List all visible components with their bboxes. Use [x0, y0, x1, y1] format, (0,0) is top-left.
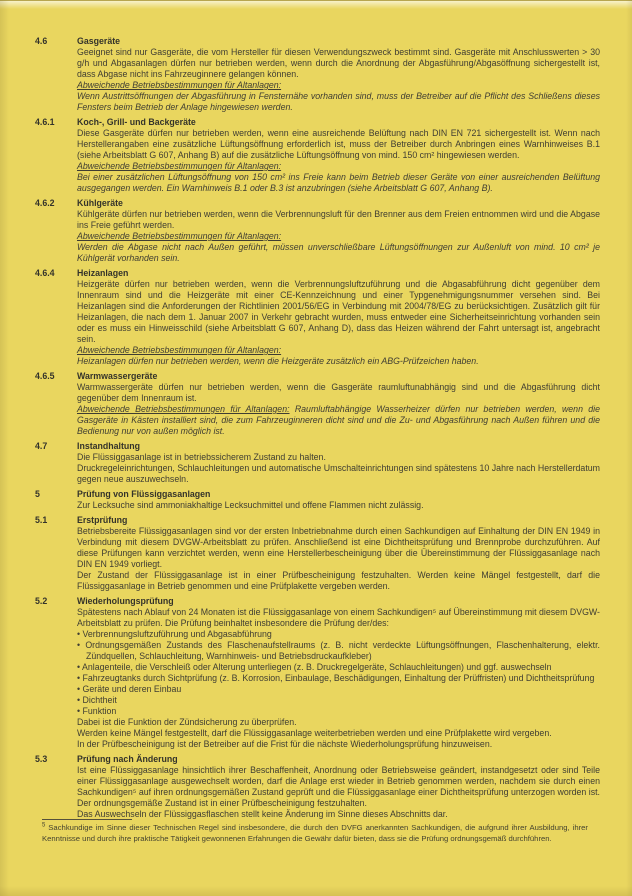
list-item: • Funktion	[77, 706, 600, 717]
section-number: 4.6	[35, 36, 48, 46]
alt-provisions-label: Abweichende Betriebsbestimmungen für Altanlagen:	[77, 80, 282, 90]
section-number: 4.6.5	[35, 371, 55, 381]
footnote-text: $^5$ Sachkundige im Sinne dieser Technischen Regel sind insbesondere, die durch den DVFG anerkannten Sachkundigen, die aufgrund ihrer Ausbildung, ihrer Kenntnisse und durch ihre praktische Tätigkeit gewonnenen Erfahrungen die Gewähr dafür bieten, dass sie die Prüfung ordnungsgemäß durchführen.	[42, 822, 588, 843]
alt-provisions-text: Bei einer zusätzlichen Lüftungsöffnung von 150 cm² ins Freie kann beim Betrieb dieser Geräte von einer ausreichenden Belüftung ausgegangen werden. Ein Warnhinweis B.1 oder B.3 ist anzubringen (siehe Arbeitsblatt G 607, Anhang B).	[77, 172, 600, 193]
section-5-3	[35, 754, 600, 820]
paragraph: Ist eine Flüssiggasanlage hinsichtlich ihrer Beschaffenheit, Anordnung oder Betriebsweise geändert, instandgesetzt oder sind Teile einer Flüssiggasanlage ausgewechselt worden, darf die Anlage erst wieder in Betrieb genommen werden, nachdem sie durch einen Sachkundigen⁵ auf ihren ordnungsgemäßen Zustand geprüft und die Flüssiggasanlage einer Dichtheitsprüfung unterzogen worden ist. Der ordnungsgemäße Zustand ist in einer Prüfbescheinigung festzuhalten.	[77, 765, 600, 808]
section-number: 4.6.1	[35, 117, 55, 127]
section-title: Heizanlagen	[77, 268, 129, 278]
paragraph: Die Flüssiggasanlage ist in betriebssicherem Zustand zu halten.	[77, 452, 326, 462]
section-number: 5	[35, 489, 40, 499]
alt-provisions-text: Heizanlagen dürfen nur betrieben werden, wenn die Heizgeräte zusätzlich ein ABG-Prüfzeichen haben.	[77, 356, 479, 366]
list-item: • Dichtheit	[77, 695, 600, 706]
footnote	[42, 819, 588, 844]
section-number: 5.3	[35, 754, 48, 764]
alt-provisions-text: Wenn Austrittsöffnungen der Abgasführung in Fensternähe vorhanden sind, muss der Betreiber auf die Pflicht des Schließens dieses Fensters beim Betrieb der Anlage hingewiesen werden.	[77, 91, 600, 112]
section-5-1	[35, 515, 600, 592]
section-title: Gasgeräte	[77, 36, 121, 46]
section-5-2	[35, 596, 600, 750]
list-item: • Ordnungsgemäßen Zustands des Flaschenaufstellraums (z. B. nicht verdeckte Lüftungsöffnungen, Flaschenhalterung, elektr. Zündquellen, Schlauchleitung, Warnhinweis- und Betriebsdruckaufkleber)	[77, 640, 600, 662]
alt-provisions-label: Abweichende Betriebsbestimmungen für Altanlagen:	[77, 231, 282, 241]
section-4-6	[35, 36, 600, 113]
alt-provisions-text: Werden die Abgase nicht nach Außen geführt, müssen unverschließbare Lüftungsöffnungen zur Außenluft von mind. 10 cm² je Kühlgerät vorhanden sein.	[77, 242, 600, 263]
document-page	[35, 36, 600, 820]
paragraph: Der Zustand der Flüssiggasanlage ist in einer Prüfbescheinigung festzuhalten. Werden keine Mängel festgestellt, darf die Flüssiggasanlage in Betrieb genommen und eine Prüfplakette vergeben werden.	[77, 570, 600, 591]
alt-provisions-label: Abweichende Betriebsbestimmungen für Altanlagen:	[77, 345, 282, 355]
section-title: Prüfung nach Änderung	[77, 754, 178, 764]
paragraph: Spätestens nach Ablauf von 24 Monaten ist die Flüssiggasanlage von einem Sachkundigen⁵ auf Übereinstimmung mit diesem DVGW-Arbeitsblatt zu prüfen. Die Prüfung beinhaltet insbesondere die Prüfung der/des:	[77, 607, 600, 628]
paragraph: Dabei ist die Funktion der Zündsicherung zu überprüfen.	[77, 717, 297, 727]
footnote-marker: 5	[42, 822, 46, 829]
inspection-items-list	[77, 629, 600, 717]
paragraph: Druckregeleinrichtungen, Schlauchleitungen und automatische Umschalteinrichtungen sind spätestens 10 Jahre nach Herstellerdatum gegen neue auszuwechseln.	[77, 463, 600, 484]
paragraph: In der Prüfbescheinigung ist der Betreiber auf die Frist für die nächste Wiederholungsprüfung hinzuweisen.	[77, 739, 493, 749]
paragraph: Betriebsbereite Flüssiggasanlagen sind vor der ersten Inbetriebnahme durch einen Sachkundigen auf Einhaltung der DIN EN 1949 in Verbindung mit diesem DVGW-Arbeitsblatt zu prüfen. Anschließend ist eine Dichtheitsprüfung und Brennprobe durchzuführen. Auf diese Prüfungen kann verzichtet werden, wenn eine Herstellerbescheinigung über die Übereinstimmung der Flüssiggasanlage nach DIN EN 1949 vorliegt.	[77, 526, 600, 569]
section-number: 5.2	[35, 596, 48, 606]
paragraph: Zur Lecksuche sind ammoniakhaltige Lecksuchmittel und offene Flammen nicht zulässig.	[77, 500, 424, 510]
section-title: Prüfung von Flüssiggasanlagen	[77, 489, 211, 499]
scan-edge-top	[0, 0, 632, 9]
section-4-6-4	[35, 268, 600, 367]
alt-provisions-label: Abweichende Betriebsbestimmungen für Altanlagen:	[77, 161, 282, 171]
section-4-6-5	[35, 371, 600, 437]
scan-edge-right	[626, 0, 632, 896]
section-title: Koch-, Grill- und Backgeräte	[77, 117, 196, 127]
section-title: Erstprüfung	[77, 515, 128, 525]
list-item: • Fahrzeugtanks durch Sichtprüfung (z. B. Korrosion, Einbaulage, Beschädigungen, Einhaltung der Prüffristen) und Dichtheitsprüfung	[77, 673, 600, 684]
alt-provisions-inline: Abweichende Betriebsbestimmungen für Altanlagen: Raumluftabhängige Wasserheizer dürfen nur betrieben werden, wenn die Gasgeräte in Kästen installiert sind, die zum Fahrzeuginneren dicht sind und die Zu- und Abgasführung nach Außen führen und die Bedienung nur von außen möglich ist.	[77, 404, 600, 436]
section-number: 4.7	[35, 441, 48, 451]
section-number: 4.6.2	[35, 198, 55, 208]
list-item: • Geräte und deren Einbau	[77, 684, 600, 695]
section-title: Instandhaltung	[77, 441, 141, 451]
section-4-7	[35, 441, 600, 485]
paragraph: Heizgeräte dürfen nur betrieben werden, wenn die Verbrennungsluftzuführung und die Abgasabführung dicht gegenüber dem Innenraum sind und die Heizgeräte mit einer CE-Kennzeichnung und einer Typgenehmigungsnummer versehen sind. Bei Heizanlagen sind die Anforderungen der Richtlinien 2001/56/EG in Verbindung mit 2004/78/EG zu berücksichtigen. Zusätzlich gilt für Heizanlagen, die nach dem 1. Januar 2007 in Verkehr gebracht wurden, muss entweder eine Sicherheitseinrichtung vorhanden sein oder es muss ein Hinweisschild (siehe Arbeitsblatt G 607, Anhang D), dass das Heizen während der Fahrt untersagt ist, angebracht sein.	[77, 279, 600, 344]
section-title: Kühlgeräte	[77, 198, 123, 208]
scan-edge-bottom	[0, 886, 632, 896]
section-5	[35, 489, 600, 511]
paragraph: Warmwassergeräte dürfen nur betrieben werden, wenn die Gasgeräte raumluftunabhängig sind und die Abgasführung dicht gegenüber dem Innenraum ist.	[77, 382, 600, 403]
section-title: Warmwassergeräte	[77, 371, 158, 381]
scan-edge-left	[0, 0, 9, 896]
list-item: • Verbrennungsluftzuführung und Abgasabführung	[77, 629, 600, 640]
section-title: Wiederholungsprüfung	[77, 596, 174, 606]
paragraph: Diese Gasgeräte dürfen nur betrieben werden, wenn eine ausreichende Belüftung nach DIN EN 721 sichergestellt ist. Wenn nach Herstellerangaben eine zusätzliche Lüftungsöffnung erforderlich ist, muss der Betreiber durch Anbringen eines Warnhinweises B.1 (siehe Arbeitsblatt G 607, Anhang B) auf die zusätzliche Lüftungsöffnung von mind. 150 cm² hingewiesen werden.	[77, 128, 600, 160]
section-number: 5.1	[35, 515, 48, 525]
section-number: 4.6.4	[35, 268, 55, 278]
section-4-6-2	[35, 198, 600, 264]
list-item: • Anlagenteile, die Verschleiß oder Alterung unterliegen (z. B. Druckregelgeräte, Schlauchleitungen) und ggf. auswechseln	[77, 662, 600, 673]
footnote-rule	[42, 819, 132, 820]
paragraph: Geeignet sind nur Gasgeräte, die vom Hersteller für diesen Verwendungszweck bestimmt sind. Gasgeräte mit Anschlusswerten > 30 g/h und Abgasanlagen dürfen nur betrieben werden, wenn durch die Anordnung der Abgasführung/Abgasöffnung sichergestellt ist, dass Abgase nicht ins Fahrzeuginnere gelangen können.	[77, 47, 600, 79]
paragraph: Kühlgeräte dürfen nur betrieben werden, wenn die Verbrennungsluft für den Brenner aus dem Freien entnommen wird und die Abgase ins Freie geführt werden.	[77, 209, 600, 230]
section-4-6-1	[35, 117, 600, 194]
paragraph: Das Auswechseln der Flüssiggasflaschen stellt keine Änderung im Sinne dieses Abschnitts dar.	[77, 809, 448, 819]
paragraph: Werden keine Mängel festgestellt, darf die Flüssiggasanlage weiterbetrieben werden und eine Prüfplakette wird vergeben.	[77, 728, 552, 738]
